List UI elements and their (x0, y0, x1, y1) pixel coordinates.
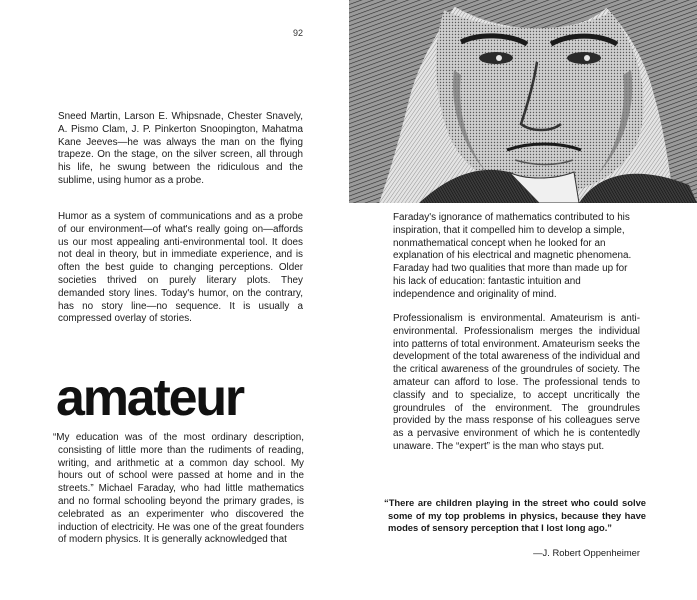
left-paragraph-2: Humor as a system of communications and as a probe of our environment—of what's really going on—affords us our most appealing anti-environmental tool. It does not deal in theory, but in immediate experience, and is often the best guide to changing perceptions. Older societies thrived on purely literary plots. They demanded story lines. Today's humor, on the contrary, has no story line—no sequence. It is usually a compressed overlay of stories. (58, 211, 303, 325)
faraday-portrait-engraving (349, 0, 697, 203)
right-paragraph-2: Professionalism is environmental. Amateurism is anti-environmental. Professionalism merges the individual into patterns of total environment. Amateurism seeks the development of the total awareness of the individual and the critical awareness of the groundrules of society. The amateur can afford to lose. The professional tends to classify and to specialize, to accept uncritically the groundrules of the environment. The groundrules provided by the mass response of his colleagues serve as a pervasive environment of which he is contentedly unaware. The “expert” is the man who stays put. (393, 313, 640, 452)
quote-attribution: —J. Robert Oppenheimer (533, 547, 640, 558)
left-paragraph-1: Sneed Martin, Larson E. Whipsnade, Chester Snavely, A. Pismo Clam, J. P. Pinkerton Snoopington, Mahatma Kane Jeeves—he was always the man on the flying trapeze. On the stage, on the silver screen, all through his life, he swung between the ridiculous and the sublime, using humor as a probe. (58, 111, 303, 186)
portrait-icon (349, 0, 697, 203)
page-number: 92 (293, 28, 304, 38)
pull-quote: “There are children playing in the street who could solve some of my top problems in physics, because they have modes of sensory perception that I lost long ago.” (384, 497, 646, 534)
section-heading: amateur (56, 369, 243, 427)
left-paragraph-3: “My education was of the most ordinary description, consisting of little more than the rudiments of reading, writing, and arithmetic at a common day school. My hours out of school were passed at home and in the streets.” Michael Faraday, who had little mathematics and no formal schooling beyond the primary grades, is celebrated as an experimenter who discovered the induction of electricity. He was one of the great founders of modern physics. It is generally acknowledged that (53, 432, 304, 546)
right-paragraph-1: Faraday's ignorance of mathematics contributed to his inspiration, that it compelled him to develop a simple, nonmathematical concept when he looked for an explanation of his electrical and magnetic phenomena. Faraday had two qualities that more than made up for his lack of education: fantastic intuition and independence and originality of mind. (393, 212, 632, 300)
